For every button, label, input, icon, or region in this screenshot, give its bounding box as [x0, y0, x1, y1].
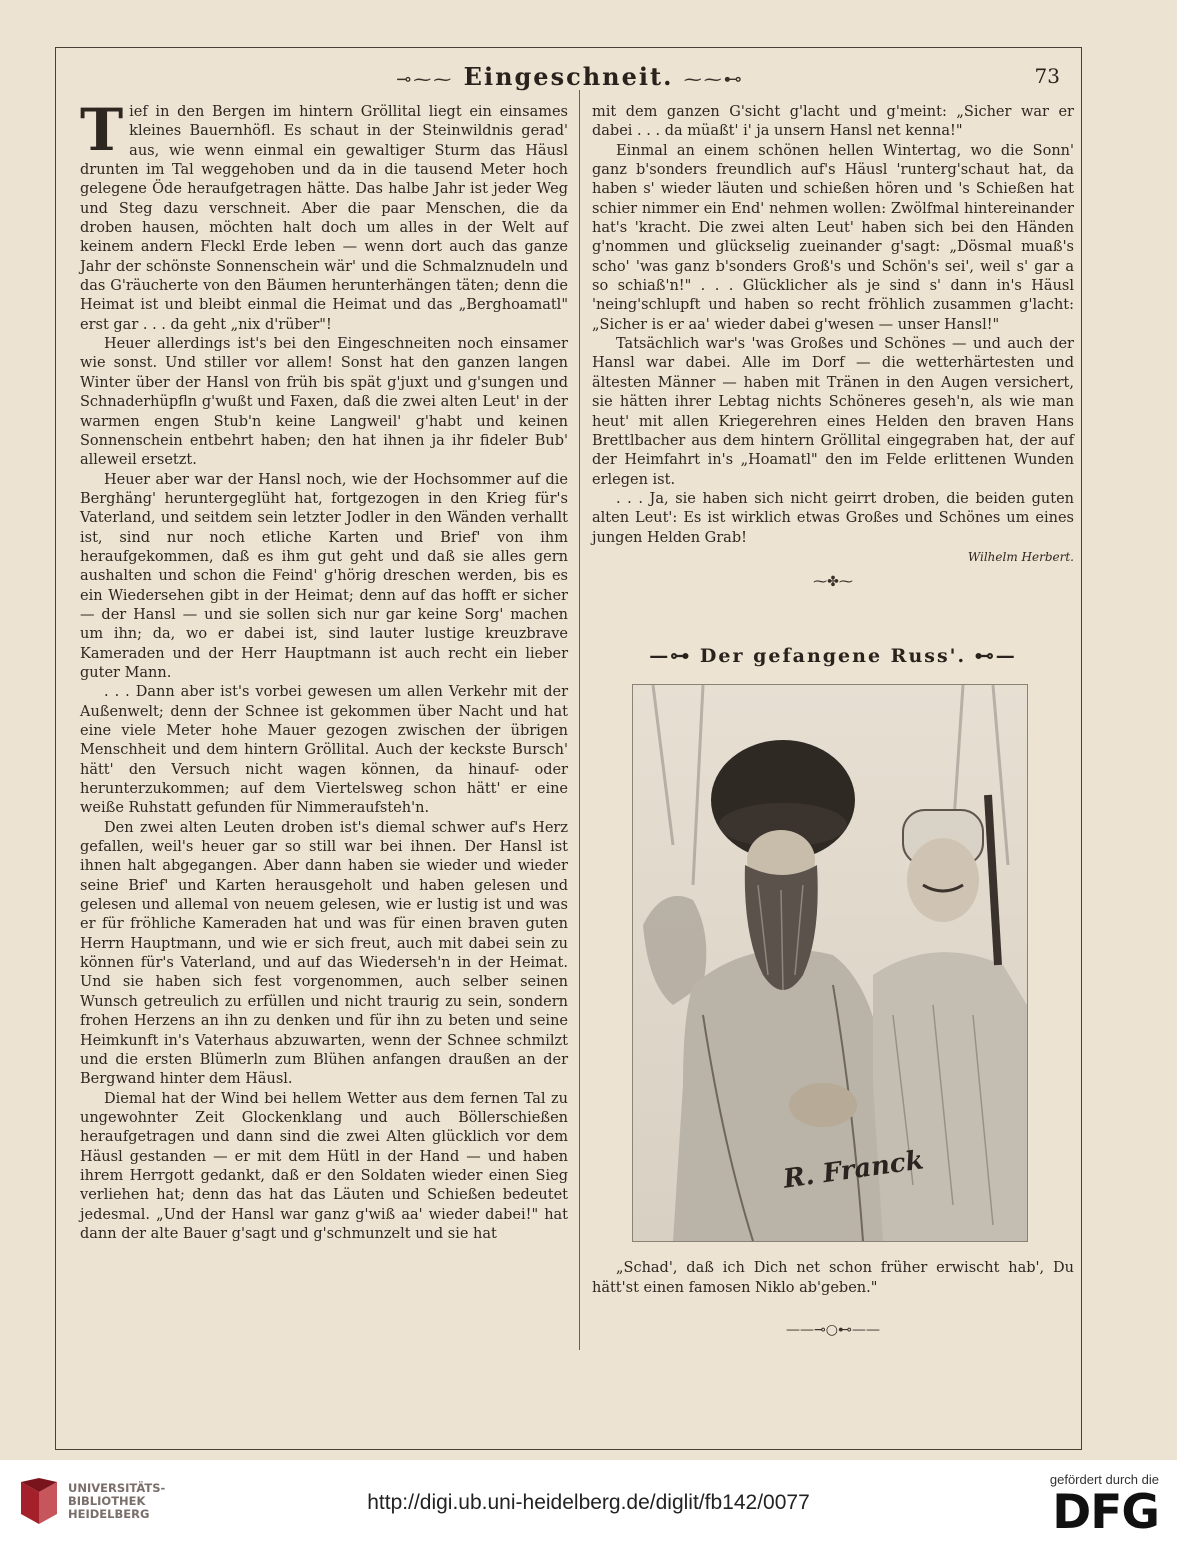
artist-signature: R. Franck	[781, 1145, 926, 1195]
title-text: Eingeschneit.	[463, 62, 674, 91]
drop-cap: T	[80, 96, 124, 164]
column-divider	[579, 90, 580, 1350]
funding-text: gefördert durch die	[1049, 1472, 1159, 1487]
article-title	[80, 62, 1060, 91]
paragraph	[80, 96, 568, 335]
paragraph: Tatsächlich war's 'was Großes und Schönes — und auch der Hansl war dabei. Alle im Dorf — die wetterhärtesten und ältesten Männer — haben mit Tränen in den Augen versichert, sie hätten ihrer Lebtag nichts Schöneres geseh'n, als wie man heut' mit allen Kriegerehren eines Helden den braven Hans Brettlbacher aus dem hintern Gröllital eingegraben hat, der auf der Heimfahrt in's „Hoamatl" den im Felde erlittenen Wunden erlegen ist.	[592, 336, 1074, 488]
permalink-url[interactable]: http://digi.ub.uni-heidelberg.de/diglit/fb142/0077	[367, 1491, 810, 1514]
paragraph-text: ief in den Bergen im hintern Gröllital liegt ein einsames kleines Bauernhöfl. Es schaut in der Steinwildnis gerad' aus, wie wenn einmal ein gewaltiger Sturm das Häusl drunten im Tal weggehoben und da in die tausend Meter hoch gelegene Öde heraufgetragen hätte. Das halbe Jahr ist jeder Weg und Steg dazu verschneit. Aber die paar Menschen, die da droben hausen, möchten halt doch um alles in der Welt auf keinem andern Fleckl Erde leben — wenn dort auch das ganze Jahr der schönste Sonnenschein wär' und die Schmalznudeln und das G'räucherte von den Bäumen herunterhängen täten; denn die Heimat ist und bleibt einmal die Heimat und das „Berghoamatl" erst gar . . . da geht „nix d'rüber"!	[80, 104, 568, 333]
dfg-logo: DFG	[1052, 1485, 1159, 1540]
paragraph: . . . Ja, sie haben sich nicht geirrt droben, die beiden guten alten Leut': Es ist wirklich etwas Großes und Schönes um eines jungen Helden Grab!	[592, 490, 1074, 546]
left-column	[80, 96, 568, 1244]
paragraph: Heuer aber war der Hansl noch, wie der Hochsommer auf die Berghäng' heruntergeglüht hat, fortgezogen in den Krieg für's Vaterland, und seitdem sein letzter Jodler in den Wänden verhallt ist, sind nur noch etliche Karten und Brief' von ihm heraufgekommen, daß es ihm gut geht und daß sie alles gern aushalten und schon die Feind' g'hörig dreschen werden, bis es ein Wiedersehen gibt in der Heimat; denn auf das hofft er sicher — der Hansl — und sie sollen sich nur gar keine Sorg' machen um ihn; da, wo er dabei ist, sind lauter lustige kreuzbrave Kameraden und der Herr Hauptmann ist auch recht ein lieber guter Mann.	[80, 471, 568, 681]
subtitle-ornament-left: —⊶	[649, 645, 692, 667]
digital-library-footer	[0, 1460, 1177, 1547]
paragraph: Einmal an einem schönen hellen Wintertag, wo die Sonn' ganz b'sonders freundlich auf's Häusl 'runterg'schaut hat, da haben s' wieder läuten und schießen hören und 's Schießen hat schier nimmer ein End' nehmen wollen: Zwölfmal hintereinander hat's 'kracht. Die zwei alten Leut' haben sich bei den Händen g'nommen und glückselig zueinander g'sagt: „Dösmal muaß's scho' 'was ganz b'sonders Groß's und Schön's sei', weil s' gar a so schiaß'n!" . . . Glücklicher als je sind s' dann in's Häusl 'neing'schlupft und haben so recht fröhlich zusammen g'lacht: „Sicher is er aa' wieder dabei g'wesen — unser Hansl!"	[592, 142, 1074, 333]
author-signature: Wilhelm Herbert.	[967, 549, 1074, 564]
paragraph: . . . Dann aber ist's vorbei gewesen um allen Verkehr mit der Außenwelt; denn der Schnee ist gekommen über Nacht und hat eine viele Meter hohe Mauer gezogen zwischen der übrigen Menschheit und dem hintern Gröllital. Auch der keckste Bursch' hätt' den Versuch nicht wagen können, da hinauf- oder herunterzukommen; auf dem Viertelsweg schon hätt' er eine weiße Ruhstatt gefunden für Nimmeraufsteh'n.	[80, 684, 568, 817]
paragraph: Heuer allerdings ist's bei den Eingeschneiten noch einsamer wie sonst. Und stiller vor allem! Sonst hat den ganzen langen Winter über der Hansl von früh bis spät g'juxt und g'sungen und Schnaderhüpfln g'wußt und Faxen, daß die zwei alten Leut' in der warmen engen Stub'n keine Langweil' g'habt und keinen Sonnenschein entbehrt haben; den hat ihnen ja ihr fideler Bub' alleweil ersetzt.	[80, 336, 568, 469]
title-ornament-right: ⁓⁓⊷	[683, 69, 744, 90]
page-header	[80, 60, 1060, 96]
section-divider: ⁓✤⁓	[813, 574, 853, 591]
paragraph: Diemal hat der Wind bei hellem Wetter aus dem fernen Tal zu ungewohnter Zeit Glockenklang und auch Böllerschießen heraufgetragen und dann sind die zwei Alten glücklich vor dem Häusl gestanden — er mit dem Hütl in der Hand — und haben ihrem Herrgott gedankt, daß er den Soldaten wieder einen Sieg verliehen hat; denn das hat das Läuten und Schießen bedeutet jedesmal. „Und der Hansl war ganz g'wiß aa' wieder dabei!" hat dann der alte Bauer g'sagt und g'schmunzelt und sie hat	[80, 1090, 568, 1242]
illustration-caption: „Schad', daß ich Dich net schon früher erwischt hab', Du hätt'st einen famosen Niklo ab'geben."	[592, 1260, 1074, 1296]
page-number: 73	[1034, 64, 1060, 88]
paragraph: mit dem ganzen G'sicht g'lacht und g'meint: „Sicher war er dabei . . . da müaßt' i' ja unsern Hansl net kenna!"	[592, 104, 1074, 140]
title-ornament-left: ⊸⁓⁓	[396, 69, 454, 90]
subtitle-ornament-right: ⊷—	[974, 645, 1017, 667]
institution-line: BIBLIOTHEK	[68, 1494, 146, 1508]
right-column	[592, 103, 1074, 599]
illustration	[632, 684, 1028, 1242]
second-article-title	[592, 645, 1074, 667]
institution-line: HEIDELBERG	[68, 1507, 150, 1521]
subtitle-text: Der gefangene Russ'.	[699, 645, 967, 667]
paragraph: Den zwei alten Leuten droben ist's diemal schwer auf's Herz gefallen, weil's heuer gar so still war bei ihnen. Der Hansl ist ihnen halt abgegangen. Aber dann haben sie wieder und wieder seine Brief' und Karten herausgeholt und haben gelesen und gelesen und allemal von neuem gelesen, wie er lustig ist und was er für fröhliche Kameraden hat und was für einen braven guten Herrn Hauptmann, und wie er sich freut, auch mit dabei sein zu können für's Vaterland, und auf das Wiederseh'n in der Heimat. Und sie haben sich fest vorgenommen, auch selber seinen Wunsch getreulich zu erfüllen und nicht traurig zu sein, sondern frohen Herzens an ihn zu denken und für ihn zu beten und seine Heimkunft in's Vaterhaus abzuwarten, wenn der Schnee schmilzt und die ersten Blümerln zum Blühen anfangen draußen an der Bergwand hinter dem Häusl.	[80, 819, 568, 1088]
institution-line: UNIVERSITÄTS-	[68, 1481, 166, 1495]
end-ornament: ——⊸○⊷——	[786, 1322, 880, 1338]
